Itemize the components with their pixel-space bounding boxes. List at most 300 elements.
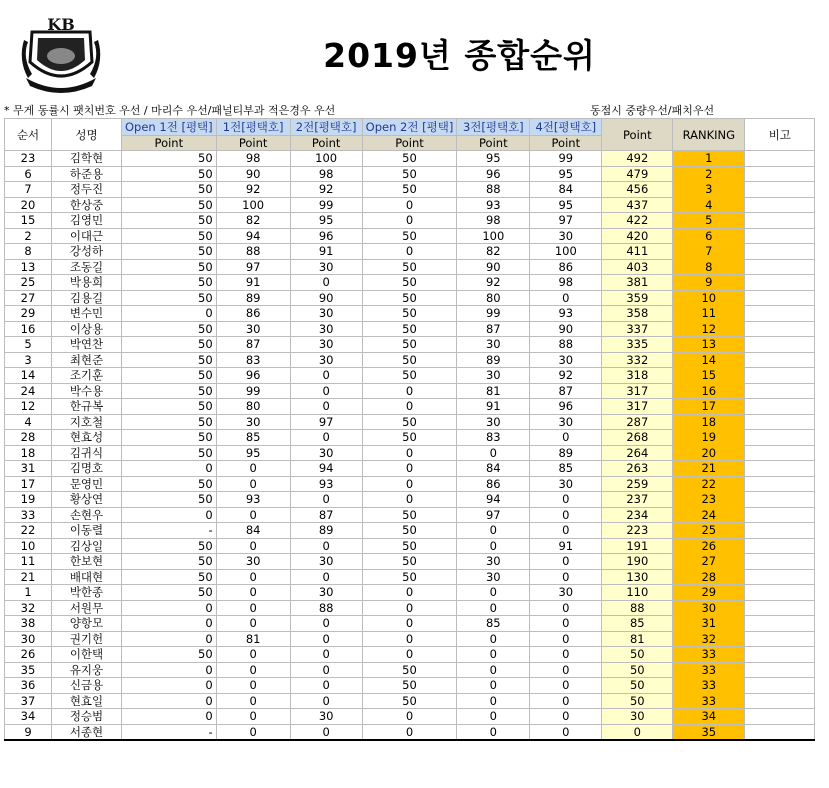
cell-point: 234 xyxy=(602,507,673,523)
cell-open1: 50 xyxy=(122,554,217,570)
table-row xyxy=(5,414,815,430)
cell-remarks xyxy=(745,182,815,198)
table-row xyxy=(5,321,815,337)
cell-rank: 10 xyxy=(673,290,745,306)
cell-remarks xyxy=(745,399,815,415)
cell-r4: 0 xyxy=(530,507,602,523)
cell-seq: 19 xyxy=(5,492,52,508)
cell-r2: 100 xyxy=(290,151,362,167)
cell-point: 317 xyxy=(602,399,673,415)
cell-r2: 30 xyxy=(290,306,362,322)
cell-r4: 0 xyxy=(530,662,602,678)
cell-name: 김학현 xyxy=(52,151,122,167)
cell-r2: 90 xyxy=(290,290,362,306)
cell-remarks xyxy=(745,275,815,291)
cell-open2: 50 xyxy=(362,662,457,678)
cell-seq: 16 xyxy=(5,321,52,337)
cell-r3: 96 xyxy=(457,166,530,182)
cell-r3: 0 xyxy=(457,724,530,740)
cell-rank: 16 xyxy=(673,383,745,399)
cell-point: 50 xyxy=(602,662,673,678)
cell-seq: 18 xyxy=(5,445,52,461)
cell-r4: 97 xyxy=(530,213,602,229)
cell-open2: 50 xyxy=(362,368,457,384)
cell-open1: 50 xyxy=(122,228,217,244)
cell-open2: 0 xyxy=(362,647,457,663)
cell-open1: 50 xyxy=(122,430,217,446)
cell-name: 한상중 xyxy=(52,197,122,213)
cell-name: 황상연 xyxy=(52,492,122,508)
cell-open2: 0 xyxy=(362,616,457,632)
table-row xyxy=(5,600,815,616)
cell-remarks xyxy=(745,166,815,182)
cell-r3: 30 xyxy=(457,337,530,353)
cell-open1: 50 xyxy=(122,352,217,368)
cell-r2: 30 xyxy=(290,352,362,368)
cell-name: 서원무 xyxy=(52,600,122,616)
cell-point: 110 xyxy=(602,585,673,601)
cell-rank: 19 xyxy=(673,430,745,446)
cell-point: 337 xyxy=(602,321,673,337)
cell-open2: 0 xyxy=(362,476,457,492)
cell-name: 변수민 xyxy=(52,306,122,322)
cell-name: 문영민 xyxy=(52,476,122,492)
cell-r4: 0 xyxy=(530,647,602,663)
cell-open1: 0 xyxy=(122,631,217,647)
cell-r2: 30 xyxy=(290,445,362,461)
cell-r1: 30 xyxy=(216,321,290,337)
cell-r1: 0 xyxy=(216,724,290,740)
cell-rank: 22 xyxy=(673,476,745,492)
cell-r3: 0 xyxy=(457,647,530,663)
cell-point: 81 xyxy=(602,631,673,647)
cell-rank: 31 xyxy=(673,616,745,632)
cell-r4: 0 xyxy=(530,554,602,570)
cell-remarks xyxy=(745,259,815,275)
cell-r2: 0 xyxy=(290,631,362,647)
cell-open2: 0 xyxy=(362,585,457,601)
cell-r4: 0 xyxy=(530,724,602,740)
table-row xyxy=(5,352,815,368)
cell-r4: 89 xyxy=(530,445,602,461)
cell-seq: 17 xyxy=(5,476,52,492)
cell-rank: 13 xyxy=(673,337,745,353)
cell-r2: 0 xyxy=(290,383,362,399)
cell-r3: 100 xyxy=(457,228,530,244)
cell-open2: 50 xyxy=(362,182,457,198)
cell-open1: 0 xyxy=(122,507,217,523)
cell-r2: 0 xyxy=(290,538,362,554)
cell-name: 김용길 xyxy=(52,290,122,306)
cell-seq: 29 xyxy=(5,306,52,322)
cell-r3: 95 xyxy=(457,151,530,167)
cell-r1: 30 xyxy=(216,554,290,570)
cell-r3: 87 xyxy=(457,321,530,337)
cell-rank: 33 xyxy=(673,662,745,678)
table-row xyxy=(5,585,815,601)
cell-r1: 0 xyxy=(216,678,290,694)
cell-open1: 50 xyxy=(122,213,217,229)
cell-r4: 0 xyxy=(530,290,602,306)
header-remarks: 비고 xyxy=(745,119,815,151)
cell-seq: 33 xyxy=(5,507,52,523)
cell-point: 264 xyxy=(602,445,673,461)
cell-r1: 95 xyxy=(216,445,290,461)
cell-r2: 93 xyxy=(290,476,362,492)
cell-point: 130 xyxy=(602,569,673,585)
cell-r2: 0 xyxy=(290,616,362,632)
cell-r3: 80 xyxy=(457,290,530,306)
cell-point: 223 xyxy=(602,523,673,539)
cell-name: 박연찬 xyxy=(52,337,122,353)
cell-name: 강성하 xyxy=(52,244,122,260)
table-row xyxy=(5,182,815,198)
table-row xyxy=(5,228,815,244)
cell-remarks xyxy=(745,321,815,337)
cell-r4: 98 xyxy=(530,275,602,291)
cell-remarks xyxy=(745,569,815,585)
cell-r1: 0 xyxy=(216,616,290,632)
cell-open1: 50 xyxy=(122,399,217,415)
table-row xyxy=(5,259,815,275)
cell-open2: 50 xyxy=(362,321,457,337)
table-row xyxy=(5,213,815,229)
cell-open1: 50 xyxy=(122,585,217,601)
cell-seq: 2 xyxy=(5,228,52,244)
cell-seq: 20 xyxy=(5,197,52,213)
cell-open1: 0 xyxy=(122,461,217,477)
cell-seq: 21 xyxy=(5,569,52,585)
cell-r2: 0 xyxy=(290,430,362,446)
cell-r4: 30 xyxy=(530,352,602,368)
cell-remarks xyxy=(745,476,815,492)
cell-r4: 100 xyxy=(530,244,602,260)
subheader-point: Point xyxy=(530,136,602,151)
table-row xyxy=(5,476,815,492)
cell-point: 190 xyxy=(602,554,673,570)
cell-open1: 50 xyxy=(122,259,217,275)
cell-rank: 30 xyxy=(673,600,745,616)
cell-rank: 5 xyxy=(673,213,745,229)
cell-rank: 34 xyxy=(673,709,745,725)
table-row xyxy=(5,430,815,446)
cell-seq: 10 xyxy=(5,538,52,554)
cell-r4: 90 xyxy=(530,321,602,337)
cell-r1: 96 xyxy=(216,368,290,384)
cell-point: 191 xyxy=(602,538,673,554)
cell-remarks xyxy=(745,709,815,725)
cell-open2: 0 xyxy=(362,244,457,260)
cell-seq: 5 xyxy=(5,337,52,353)
cell-seq: 27 xyxy=(5,290,52,306)
cell-name: 이동렬 xyxy=(52,523,122,539)
cell-point: 85 xyxy=(602,616,673,632)
cell-rank: 9 xyxy=(673,275,745,291)
cell-r2: 30 xyxy=(290,321,362,337)
cell-point: 88 xyxy=(602,600,673,616)
cell-r3: 99 xyxy=(457,306,530,322)
cell-open1: - xyxy=(122,523,217,539)
cell-seq: 3 xyxy=(5,352,52,368)
cell-r1: 80 xyxy=(216,399,290,415)
cell-seq: 30 xyxy=(5,631,52,647)
cell-rank: 33 xyxy=(673,693,745,709)
cell-name: 최현준 xyxy=(52,352,122,368)
cell-point: 50 xyxy=(602,678,673,694)
cell-rank: 2 xyxy=(673,166,745,182)
table-row xyxy=(5,647,815,663)
cell-r3: 0 xyxy=(457,662,530,678)
cell-name: 권기헌 xyxy=(52,631,122,647)
cell-r4: 99 xyxy=(530,151,602,167)
cell-r2: 0 xyxy=(290,678,362,694)
cell-r3: 0 xyxy=(457,693,530,709)
cell-open2: 0 xyxy=(362,399,457,415)
cell-r3: 30 xyxy=(457,368,530,384)
cell-remarks xyxy=(745,523,815,539)
cell-point: 358 xyxy=(602,306,673,322)
cell-point: 237 xyxy=(602,492,673,508)
cell-r1: 0 xyxy=(216,662,290,678)
cell-r1: 0 xyxy=(216,600,290,616)
cell-name: 정두진 xyxy=(52,182,122,198)
cell-name: 손현우 xyxy=(52,507,122,523)
table-row xyxy=(5,492,815,508)
cell-r1: 84 xyxy=(216,523,290,539)
cell-open2: 50 xyxy=(362,275,457,291)
cell-rank: 32 xyxy=(673,631,745,647)
cell-seq: 4 xyxy=(5,414,52,430)
cell-rank: 23 xyxy=(673,492,745,508)
cell-name: 조동길 xyxy=(52,259,122,275)
table-row xyxy=(5,631,815,647)
cell-rank: 18 xyxy=(673,414,745,430)
cell-r3: 86 xyxy=(457,476,530,492)
cell-open2: 50 xyxy=(362,259,457,275)
cell-rank: 7 xyxy=(673,244,745,260)
cell-r4: 95 xyxy=(530,166,602,182)
cell-r2: 94 xyxy=(290,461,362,477)
cell-r4: 0 xyxy=(530,492,602,508)
subheader-point: Point xyxy=(122,136,217,151)
header-seq: 순서 xyxy=(5,119,52,151)
header-point: Point xyxy=(602,119,673,151)
cell-r1: 87 xyxy=(216,337,290,353)
cell-open1: 50 xyxy=(122,151,217,167)
cell-point: 30 xyxy=(602,709,673,725)
table-row xyxy=(5,662,815,678)
cell-open2: 50 xyxy=(362,507,457,523)
cell-open1: 50 xyxy=(122,368,217,384)
cell-point: 359 xyxy=(602,290,673,306)
cell-open2: 50 xyxy=(362,678,457,694)
cell-remarks xyxy=(745,352,815,368)
cell-open1: 50 xyxy=(122,445,217,461)
cell-r3: 0 xyxy=(457,585,530,601)
cell-r1: 90 xyxy=(216,166,290,182)
cell-r3: 0 xyxy=(457,538,530,554)
cell-remarks xyxy=(745,445,815,461)
table-row xyxy=(5,724,815,740)
cell-remarks xyxy=(745,538,815,554)
cell-r2: 0 xyxy=(290,724,362,740)
cell-open2: 50 xyxy=(362,337,457,353)
cell-seq: 7 xyxy=(5,182,52,198)
cell-seq: 14 xyxy=(5,368,52,384)
header-r1: 1전[평택호] xyxy=(216,119,290,136)
cell-r2: 0 xyxy=(290,647,362,663)
cell-remarks xyxy=(745,461,815,477)
cell-r1: 92 xyxy=(216,182,290,198)
cell-remarks xyxy=(745,290,815,306)
table-row xyxy=(5,709,815,725)
cell-open1: 50 xyxy=(122,321,217,337)
header-r4: 4전[평택호] xyxy=(530,119,602,136)
cell-name: 이대근 xyxy=(52,228,122,244)
logo-text: KB xyxy=(47,15,75,34)
cell-r4: 93 xyxy=(530,306,602,322)
cell-remarks xyxy=(745,647,815,663)
cell-r3: 0 xyxy=(457,631,530,647)
cell-r4: 85 xyxy=(530,461,602,477)
cell-open1: - xyxy=(122,724,217,740)
cell-name: 서종현 xyxy=(52,724,122,740)
cell-remarks xyxy=(745,228,815,244)
note-right: 동점시 중량우선/패치우선 xyxy=(590,104,715,117)
cell-open2: 50 xyxy=(362,151,457,167)
cell-r4: 30 xyxy=(530,476,602,492)
cell-r4: 0 xyxy=(530,709,602,725)
cell-r2: 95 xyxy=(290,213,362,229)
cell-name: 이한택 xyxy=(52,647,122,663)
cell-open1: 50 xyxy=(122,476,217,492)
cell-rank: 8 xyxy=(673,259,745,275)
cell-name: 유지웅 xyxy=(52,662,122,678)
cell-r4: 88 xyxy=(530,337,602,353)
cell-open1: 50 xyxy=(122,244,217,260)
cell-r4: 30 xyxy=(530,228,602,244)
cell-r1: 93 xyxy=(216,492,290,508)
cell-rank: 35 xyxy=(673,724,745,740)
cell-rank: 25 xyxy=(673,523,745,539)
table-row xyxy=(5,166,815,182)
cell-r1: 97 xyxy=(216,259,290,275)
cell-r1: 0 xyxy=(216,647,290,663)
cell-point: 422 xyxy=(602,213,673,229)
cell-r1: 81 xyxy=(216,631,290,647)
cell-remarks xyxy=(745,430,815,446)
subheader-point: Point xyxy=(457,136,530,151)
cell-name: 박한종 xyxy=(52,585,122,601)
cell-r1: 91 xyxy=(216,275,290,291)
cell-open2: 50 xyxy=(362,290,457,306)
cell-open1: 50 xyxy=(122,492,217,508)
cell-seq: 38 xyxy=(5,616,52,632)
cell-r3: 90 xyxy=(457,259,530,275)
table-row xyxy=(5,507,815,523)
cell-rank: 20 xyxy=(673,445,745,461)
cell-r3: 88 xyxy=(457,182,530,198)
cell-remarks xyxy=(745,492,815,508)
cell-r4: 0 xyxy=(530,616,602,632)
cell-remarks xyxy=(745,600,815,616)
cell-seq: 6 xyxy=(5,166,52,182)
cell-r4: 0 xyxy=(530,678,602,694)
cell-rank: 33 xyxy=(673,647,745,663)
cell-seq: 1 xyxy=(5,585,52,601)
cell-remarks xyxy=(745,197,815,213)
table-row xyxy=(5,523,815,539)
note-left: * 무게 동률시 팻치번호 우선 / 마리수 우선/패널티부과 적은경우 우선 xyxy=(4,104,336,117)
table-row xyxy=(5,244,815,260)
cell-r3: 94 xyxy=(457,492,530,508)
cell-open1: 50 xyxy=(122,166,217,182)
cell-r3: 0 xyxy=(457,523,530,539)
cell-rank: 3 xyxy=(673,182,745,198)
cell-r3: 85 xyxy=(457,616,530,632)
cell-point: 492 xyxy=(602,151,673,167)
table-row xyxy=(5,197,815,213)
cell-seq: 34 xyxy=(5,709,52,725)
cell-r3: 0 xyxy=(457,445,530,461)
cell-seq: 32 xyxy=(5,600,52,616)
cell-r1: 0 xyxy=(216,709,290,725)
header-name: 성명 xyxy=(52,119,122,151)
cell-remarks xyxy=(745,414,815,430)
cell-open2: 50 xyxy=(362,538,457,554)
cell-point: 411 xyxy=(602,244,673,260)
cell-r1: 0 xyxy=(216,693,290,709)
cell-point: 332 xyxy=(602,352,673,368)
table-row xyxy=(5,383,815,399)
cell-seq: 22 xyxy=(5,523,52,539)
cell-seq: 15 xyxy=(5,213,52,229)
cell-remarks xyxy=(745,383,815,399)
cell-r2: 0 xyxy=(290,662,362,678)
cell-point: 437 xyxy=(602,197,673,213)
cell-r3: 30 xyxy=(457,569,530,585)
cell-seq: 8 xyxy=(5,244,52,260)
cell-open2: 0 xyxy=(362,383,457,399)
cell-r3: 92 xyxy=(457,275,530,291)
cell-name: 박수용 xyxy=(52,383,122,399)
cell-r4: 0 xyxy=(530,569,602,585)
cell-name: 이상용 xyxy=(52,321,122,337)
cell-name: 조기훈 xyxy=(52,368,122,384)
cell-r2: 0 xyxy=(290,569,362,585)
cell-name: 김귀식 xyxy=(52,445,122,461)
cell-r4: 0 xyxy=(530,693,602,709)
cell-r4: 87 xyxy=(530,383,602,399)
cell-open2: 50 xyxy=(362,693,457,709)
cell-r1: 0 xyxy=(216,585,290,601)
cell-r1: 0 xyxy=(216,569,290,585)
cell-seq: 9 xyxy=(5,724,52,740)
cell-open2: 0 xyxy=(362,213,457,229)
cell-open2: 0 xyxy=(362,600,457,616)
cell-name: 배대현 xyxy=(52,569,122,585)
cell-r3: 89 xyxy=(457,352,530,368)
cell-open1: 0 xyxy=(122,709,217,725)
cell-seq: 23 xyxy=(5,151,52,167)
cell-open2: 50 xyxy=(362,352,457,368)
cell-name: 양항모 xyxy=(52,616,122,632)
cell-rank: 15 xyxy=(673,368,745,384)
cell-r3: 30 xyxy=(457,554,530,570)
cell-r2: 87 xyxy=(290,507,362,523)
cell-seq: 26 xyxy=(5,647,52,663)
cell-r4: 30 xyxy=(530,585,602,601)
